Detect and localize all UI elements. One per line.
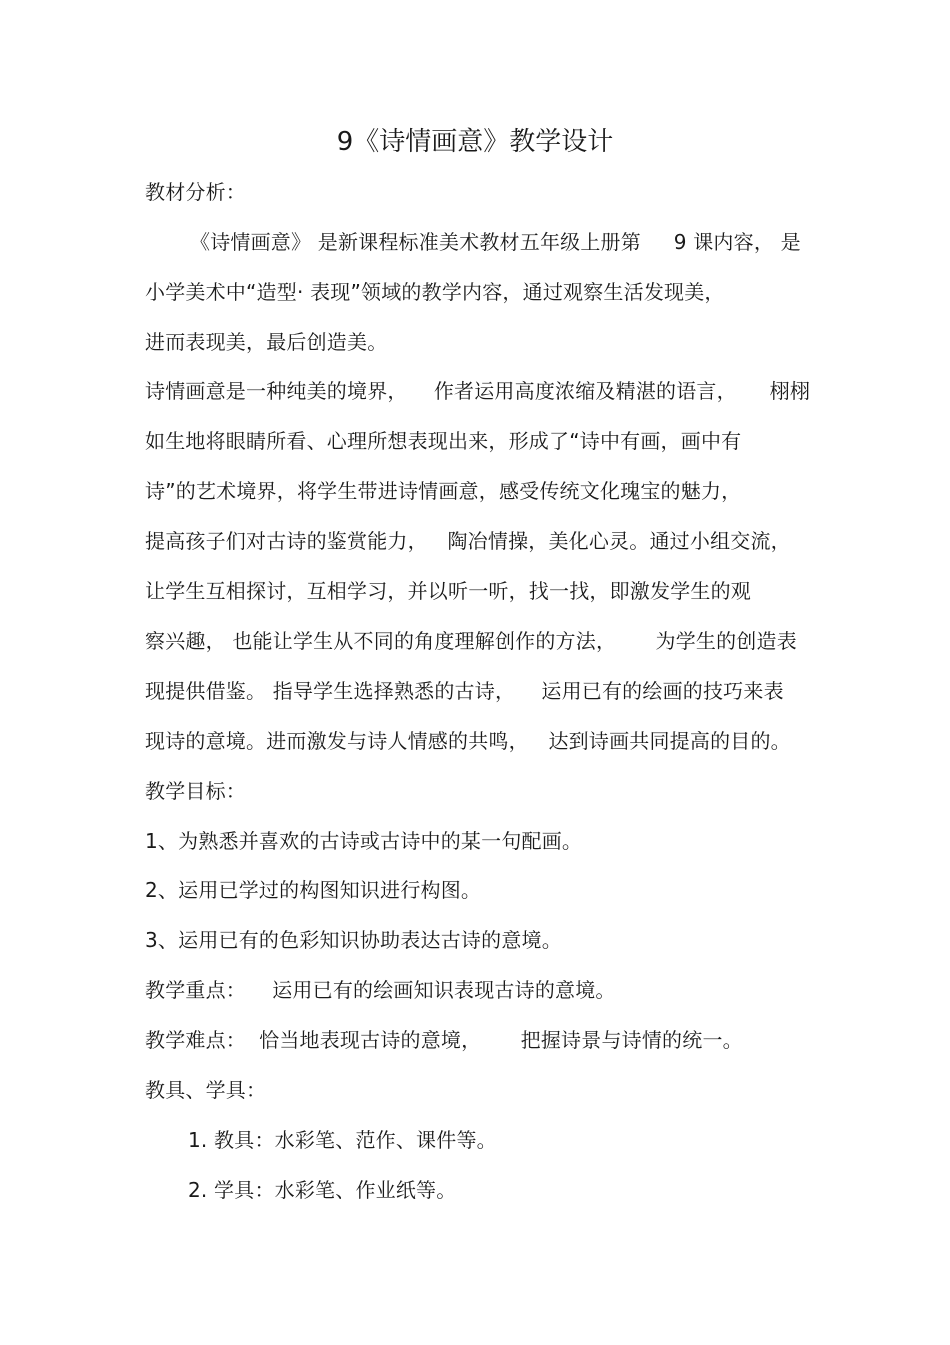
tools-item: 1. 教具：水彩笔、范作、课件等。: [188, 1128, 497, 1152]
paragraph-line: 《诗情画意》 是新课程标准美术教材五年级上册第 9 课内容， 是: [190, 230, 801, 254]
paragraph-line: 如生地将眼睛所看、心理所想表现出来，形成了“诗中有画，画中有: [145, 429, 742, 453]
tools-item: 2. 学具：水彩笔、作业纸等。: [188, 1178, 457, 1202]
paragraph-line: 让学生互相探讨，互相学习，并以听一听，找一找，即激发学生的观: [145, 579, 751, 603]
goal-item: 1、为熟悉并喜欢的古诗或古诗中的某一句配画。: [145, 829, 583, 853]
paragraph-line: 察兴趣， 也能让学生从不同的角度理解创作的方法， 为学生的创造表: [145, 629, 797, 653]
goal-item: 2、运用已学过的构图知识进行构图。: [145, 878, 482, 902]
teaching-difficulty: 教学难点： 恰当地表现古诗的意境， 把握诗景与诗情的统一。: [145, 1028, 743, 1052]
paragraph-line: 进而表现美，最后创造美。: [145, 330, 388, 354]
paragraph-line: 提高孩子们对古诗的鉴赏能力， 陶冶情操，美化心灵。通过小组交流，: [145, 529, 791, 553]
paragraph-line: 诗情画意是一种纯美的境界， 作者运用高度浓缩及精湛的语言， 栩栩: [145, 379, 811, 403]
document-title: 9《诗情画意》教学设计: [336, 127, 614, 157]
section-heading-tools: 教具、学具：: [145, 1078, 267, 1102]
paragraph-line: 小学美术中“造型· 表现”领域的教学内容，通过观察生活发现美，: [145, 280, 725, 304]
teaching-focus: 教学重点： 运用已有的绘画知识表现古诗的意境。: [145, 978, 616, 1002]
section-heading-teaching-goals: 教学目标：: [145, 779, 246, 803]
goal-item: 3、运用已有的色彩知识协助表达古诗的意境。: [145, 928, 562, 952]
paragraph-line: 现提供借鉴。 指导学生选择熟悉的古诗， 运用已有的绘画的技巧来表: [145, 679, 784, 703]
paragraph-line: 诗”的艺术境界，将学生带进诗情画意，感受传统文化瑰宝的魅力，: [145, 479, 742, 503]
section-heading-material-analysis: 教材分析：: [145, 180, 246, 204]
paragraph-line: 现诗的意境。进而激发与诗人情感的共鸣， 达到诗画共同提高的目的。: [145, 729, 791, 753]
